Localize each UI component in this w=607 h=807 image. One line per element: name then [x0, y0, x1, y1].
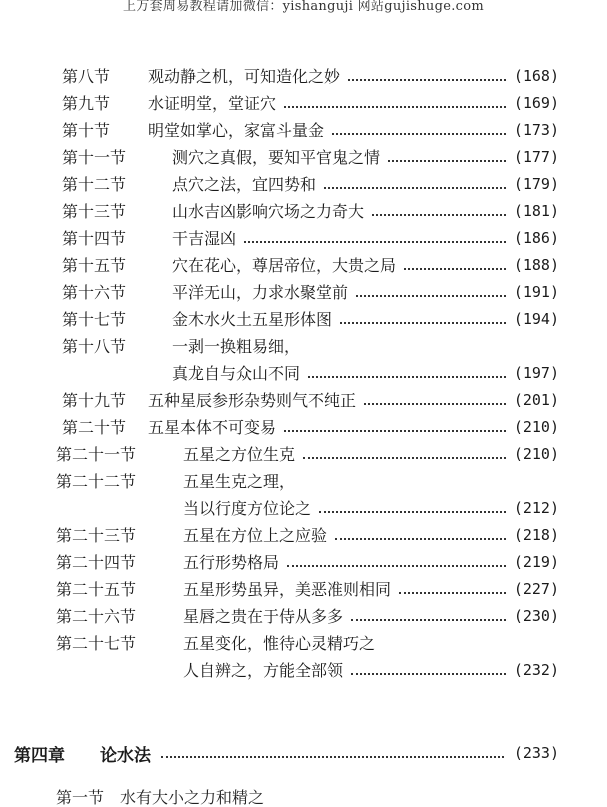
- toc-entry-16: [0, 278, 607, 305]
- toc-entry-27-continued: [0, 656, 607, 683]
- section-title: 五星本体不可变易: [148, 418, 277, 437]
- section-number: 第十六节: [62, 283, 127, 302]
- section-title: 明堂如掌心，家富斗量金: [148, 121, 325, 140]
- section-number: 第八节: [62, 67, 111, 86]
- section-title: 山水吉凶影响穴场之力奇大: [172, 202, 365, 221]
- toc-entry-17: [0, 305, 607, 332]
- leader-dots: [372, 214, 506, 216]
- table-of-contents: [0, 62, 607, 683]
- section-number: 第十节: [62, 121, 111, 140]
- section-title: 五星形势虽异，美恶准则相同: [183, 580, 392, 599]
- section-number: 第二十四节: [56, 553, 137, 572]
- section-title: 水证明堂，堂证穴: [148, 94, 277, 113]
- leader-dots: [161, 756, 504, 758]
- page-watermark-header: [0, 0, 607, 14]
- page-number: (179): [513, 174, 559, 193]
- toc-entry-10: [0, 116, 607, 143]
- leader-dots: [388, 160, 506, 162]
- section-number: 第十八节: [62, 337, 127, 356]
- toc-entry-21: [0, 440, 607, 467]
- toc-entry-24: [0, 548, 607, 575]
- section-title: 穴在花心，尊居帝位，大贵之局: [172, 256, 397, 275]
- section-number: 第二十三节: [56, 526, 137, 545]
- toc-entry-11: [0, 143, 607, 170]
- toc-entry-23: [0, 521, 607, 548]
- section-number: 第十四节: [62, 229, 127, 248]
- leader-dots: [284, 430, 506, 432]
- leader-dots: [335, 538, 506, 540]
- section-title: 金木水火土五星形体图: [172, 310, 333, 329]
- leader-dots: [340, 322, 506, 324]
- leader-dots: [303, 457, 506, 459]
- leader-dots: [404, 268, 506, 270]
- page-number: (191): [513, 282, 559, 301]
- section-title: 星唇之贵在于侍从多多: [183, 607, 344, 626]
- page-number: (168): [513, 66, 559, 85]
- toc-entry-14: [0, 224, 607, 251]
- section-title: 当以行度方位论之: [183, 499, 312, 518]
- toc-entry-25: [0, 575, 607, 602]
- cut-off-next-line: [56, 788, 476, 807]
- toc-entry-27: [0, 629, 607, 656]
- section-title: 人自辨之，方能全部领: [183, 661, 344, 680]
- leader-dots: [319, 511, 506, 513]
- section-number: 第二十七节: [56, 634, 137, 653]
- page-number: (212): [513, 498, 559, 517]
- page-number: (197): [513, 363, 559, 382]
- toc-entry-15: [0, 251, 607, 278]
- chapter-title: 论水法: [100, 745, 151, 766]
- section-number: 第十三节: [62, 202, 127, 221]
- leader-dots: [324, 187, 506, 189]
- section-title: 一剥一换粗易细，: [172, 337, 301, 356]
- section-title: 平洋无山，力求水聚堂前: [172, 283, 349, 302]
- leader-dots: [308, 376, 506, 378]
- leader-dots: [287, 565, 506, 567]
- page-number: (173): [513, 120, 559, 139]
- section-title: 五行形势格局: [183, 553, 280, 572]
- page-number: (227): [513, 579, 559, 598]
- leader-dots: [348, 79, 506, 81]
- section-number: 第二十六节: [56, 607, 137, 626]
- watermark-text: 上万套周易教程请加微信：yishanguji 网站gujishuge.com: [123, 0, 484, 14]
- section-number: 第十七节: [62, 310, 127, 329]
- toc-entry-12: [0, 170, 607, 197]
- page-number: (219): [513, 552, 559, 571]
- page-number: (181): [513, 201, 559, 220]
- section-title: 五星变化，惟待心灵精巧之: [183, 634, 376, 653]
- leader-dots: [399, 592, 506, 594]
- section-number: 第二十五节: [56, 580, 137, 599]
- page-number: (230): [513, 606, 559, 625]
- page-number: (186): [513, 228, 559, 247]
- page-number: (218): [513, 525, 559, 544]
- section-number: 第九节: [62, 94, 111, 113]
- leader-dots: [356, 295, 506, 297]
- page-number: (169): [513, 93, 559, 112]
- leader-dots: [351, 619, 506, 621]
- section-number: 第十二节: [62, 175, 127, 194]
- page-number: (210): [513, 444, 559, 463]
- page-number: (177): [513, 147, 559, 166]
- leader-dots: [351, 673, 506, 675]
- leader-dots: [332, 133, 506, 135]
- section-number: 第十五节: [62, 256, 127, 275]
- section-title: 点穴之法，宜四势和: [172, 175, 317, 194]
- cut-off-text: 第一节 水有大小之力和精之: [56, 788, 265, 807]
- leader-dots: [244, 241, 506, 243]
- chapter-page-number: (233): [513, 744, 559, 762]
- section-number: 第二十节: [62, 418, 127, 437]
- section-number: 第十九节: [62, 391, 127, 410]
- leader-dots: [284, 106, 506, 108]
- toc-entry-9: [0, 89, 607, 116]
- section-number: 第十一节: [62, 148, 127, 167]
- page-number: (232): [513, 660, 559, 679]
- section-title: 五星之方位生克: [183, 445, 296, 464]
- toc-entry-19: [0, 386, 607, 413]
- section-title: 测穴之真假，要知平官鬼之情: [172, 148, 381, 167]
- chapter-number: 第四章: [14, 745, 65, 766]
- toc-entry-8: [0, 62, 607, 89]
- toc-entry-22-continued: [0, 494, 607, 521]
- section-title: 五种星辰参形杂势则气不纯正: [148, 391, 357, 410]
- section-title: 真龙自与众山不同: [172, 364, 301, 383]
- section-number: 第二十二节: [56, 472, 137, 491]
- page-number: (210): [513, 417, 559, 436]
- section-number: 第二十一节: [56, 445, 137, 464]
- chapter-heading: [0, 738, 607, 768]
- page-number: (188): [513, 255, 559, 274]
- toc-entry-22: [0, 467, 607, 494]
- toc-entry-26: [0, 602, 607, 629]
- section-title: 观动静之机，可知造化之妙: [148, 67, 341, 86]
- section-title: 五星生克之理，: [183, 472, 296, 491]
- toc-entry-18-continued: [0, 359, 607, 386]
- leader-dots: [364, 403, 506, 405]
- toc-entry-18: [0, 332, 607, 359]
- section-title: 干吉湿凶: [172, 229, 237, 248]
- toc-entry-20: [0, 413, 607, 440]
- page-number: (194): [513, 309, 559, 328]
- page-number: (201): [513, 390, 559, 409]
- toc-entry-13: [0, 197, 607, 224]
- section-title: 五星在方位上之应验: [183, 526, 328, 545]
